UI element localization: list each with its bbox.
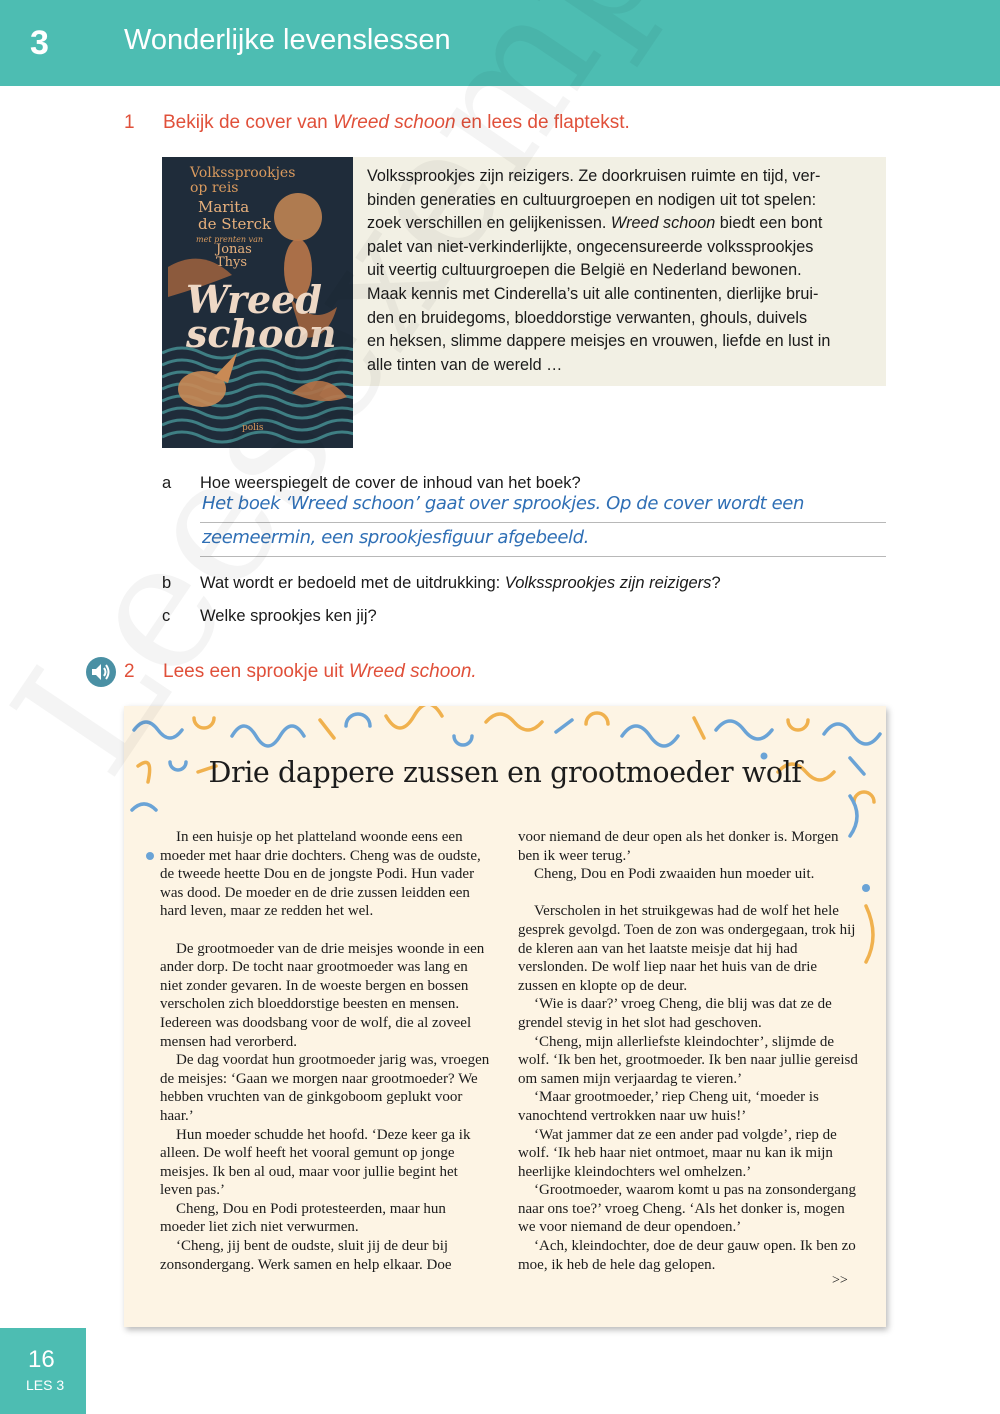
page-number: 16 — [28, 1346, 55, 1373]
continue-marker: >> — [832, 1273, 848, 1288]
exercise-2-instruction: Lees een sprookje uit Wreed schoon. — [163, 661, 477, 682]
cover-publisher: polis — [242, 423, 264, 433]
question-a-text: Hoe weerspiegelt de cover de inhoud van het boek? — [200, 474, 581, 492]
cover-title: Wreed schoon — [186, 277, 337, 356]
question-a-label: a — [162, 474, 172, 492]
story-paragraph: ‘Ach, kleindochter, doe de deur gauw open. Ik ben zo moe, ik heb de hele dag gelopen. — [518, 1238, 856, 1273]
chapter-header — [0, 0, 1000, 86]
speaker-icon[interactable] — [86, 657, 116, 687]
flap-text: Volkssprookjes zijn reizigers. Ze doorkruisen ruimte en tijd, ver- binden generaties en cultuurgroepen en nodigen uit tot spelen: zoek verschillen en gelijkenissen. Wreed schoon biedt een bont palet van niet-verkinderlijkte, ongecensureerde volkssprookjes uit veertig cultuurgroepen die België en Nederland bewonen. Maak kennis met Cinderella’s uit alle continenten, dierlijke brui- den en bruidegoms, bloeddorstige verwanten, ghouls, duivels en heksen, slimme dappere meisjes en vrouwen, liefde en lust in alle tinten van de wereld … — [353, 157, 886, 386]
chapter-title: Wonderlijke levenslessen — [124, 24, 451, 56]
story-box — [124, 706, 886, 1327]
story-paragraph: ‘Wie is daar?’ vroeg Cheng, die blij was dat ze de grendel stevig in het slot had geschoven. — [518, 996, 832, 1031]
story-paragraph: ‘Cheng, jij bent de oudste, sluit jij de deur bij zonsondergang. Werk samen en help elkaar. Doe — [160, 1238, 452, 1273]
lesson-label: LES 3 — [26, 1377, 65, 1393]
answer-line-2[interactable]: zeemeermin, een sprookjesfiguur afgebeeld. — [200, 523, 886, 557]
story-paragraph: ‘Cheng, mijn allerliefste kleindochter’, slijmde de wolf. ‘Ik ben het, grootmoeder. Ik ben naar jullie gereisd om samen mijn verjaardag te vieren.’ — [518, 1033, 858, 1087]
answer-line-1[interactable]: Het boek ‘Wreed schoon’ gaat over sprookjes. Op de cover wordt een — [200, 489, 886, 523]
exercise-1-number: 1 — [124, 112, 135, 133]
question-b-text: Wat wordt er bedoeld met de uitdrukking: Volkssprookjes zijn reizigers? — [200, 574, 721, 592]
cover-illustrator: Jonas Thys — [216, 242, 252, 270]
question-b-label: b — [162, 574, 172, 592]
question-c-text: Welke sprookjes ken jij? — [200, 607, 377, 625]
story-paragraph: De dag voordat hun grootmoeder jarig was, vroegen de meisjes: ‘Gaan we morgen naar grootmoeder? We hebben vruchten van de ginkgoboom geplukt voor haar.’ — [160, 1052, 490, 1124]
story-paragraph: ‘Grootmoeder, waarom komt u pas na zonsondergang naar ons toe?’ vroeg Cheng. ‘Als het donker is, mogen we voor niemand de deur opendoen.’ — [518, 1182, 856, 1236]
story-paragraph: ‘Maar grootmoeder,’ riep Cheng uit, ‘moeder is vanochtend vertrokken naar uw huis!’ — [518, 1089, 819, 1124]
story-paragraph: Cheng, Dou en Podi protesteerden, maar hun moeder liet zich niet verwurmen. — [160, 1200, 446, 1236]
exercise-2-number: 2 — [124, 661, 135, 682]
cover-series-line2: op reis — [190, 180, 239, 196]
cover-series-line1: Volkssprookjes — [190, 165, 296, 181]
chapter-number: 3 — [30, 24, 49, 62]
story-paragraph: Verscholen in het struikgewas had de wolf het hele gesprek gevolgd. Toen de zon was ondergegaan, trok hij de kleren aan van het laatste meisje dat hij had verslonden. De wolf liep naar het huis van de drie zussen en klopte op de deur. — [518, 903, 856, 994]
story-paragraph: ‘Wat jammer dat ze een ander pad volgde’, riep de wolf. ‘Ik heb haar niet ontmoet, maar nu kan ik mijn heerlijke kleindochters wel omhelzen.’ — [518, 1126, 837, 1180]
question-c-label: c — [162, 607, 171, 625]
cover-author: Marita de Sterck — [198, 198, 272, 233]
exercise-1-instruction: Bekijk de cover van Wreed schoon en lees de flaptekst. — [163, 112, 630, 133]
book-cover — [162, 157, 353, 448]
story-paragraph: voor niemand de deur open als het donker is. Morgen ben ik weer terug.’ — [518, 829, 839, 864]
story-paragraph: Cheng, Dou en Podi zwaaiden hun moeder uit. — [534, 866, 815, 883]
story-paragraph: Hun moeder schudde het hoofd. ‘Deze keer ga ik alleen. De wolf heeft het vooral gemunt op jonge meisjes. Ik ben al oud, maar voor jullie begint het leven pas.’ — [160, 1126, 471, 1199]
cover-with-prints: met prenten van — [196, 235, 263, 244]
story-column-left — [160, 828, 490, 1274]
story-column-right — [518, 828, 858, 1274]
story-paragraph: De grootmoeder van de drie meisjes woonde in een ander dorp. De tocht naar grootmoeder was lang en niet zonder gevaren. In de woeste bergen en bossen verscholen zich bloeddorstige beesten en mensen. Iedereen was doodsbang voor de wolf, die al zoveel mensen had verorberd. — [160, 940, 485, 1050]
story-title: Drie dappere zussen en grootmoeder wolf — [208, 756, 802, 789]
story-paragraph: In een huisje op het platteland woonde eens een moeder met haar drie dochters. Cheng was de oudste, de tweede heette Dou en de jongste Podi. Hun vader was dood. De moeder en de drie zussen leidden een hard leven, maar ze redden het wel. — [160, 829, 481, 920]
